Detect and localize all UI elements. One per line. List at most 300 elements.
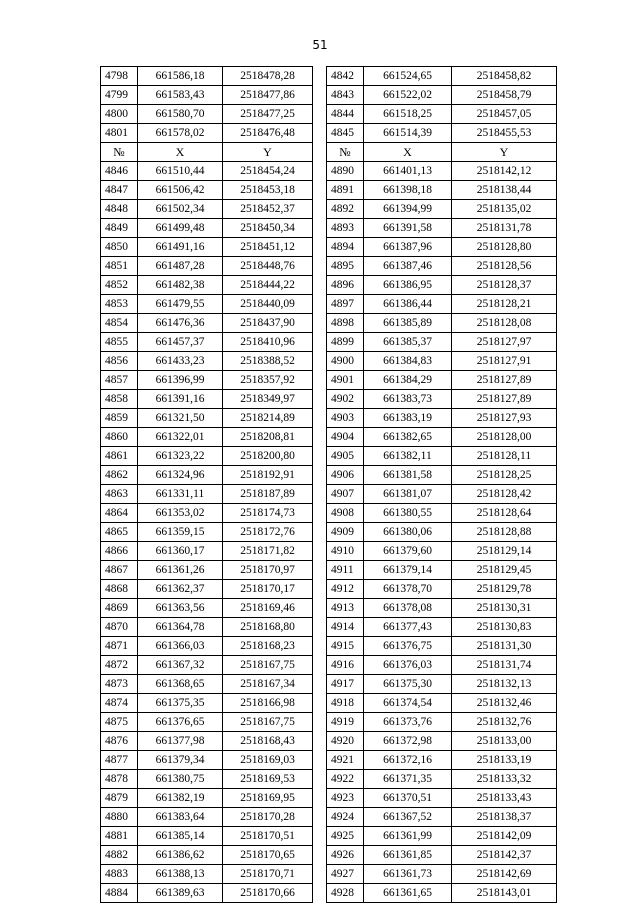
y-coordinate: 2518453,18: [223, 181, 313, 200]
column-gap: [313, 732, 327, 751]
table-row: [101, 599, 557, 618]
x-coordinate: 661373,76: [364, 713, 452, 732]
point-number: 4862: [101, 466, 138, 485]
x-coordinate: 661387,46: [364, 257, 452, 276]
column-gap: [313, 428, 327, 447]
x-coordinate: 661388,13: [138, 865, 223, 884]
x-coordinate: 661379,60: [364, 542, 452, 561]
x-coordinate: 661586,18: [138, 67, 223, 86]
point-number: 4916: [327, 656, 364, 675]
x-coordinate: 661376,03: [364, 656, 452, 675]
y-coordinate: 2518458,82: [452, 67, 557, 86]
x-coordinate: 661385,37: [364, 333, 452, 352]
y-coordinate: 2518127,89: [452, 371, 557, 390]
point-number: 4915: [327, 637, 364, 656]
y-coordinate: 2518132,76: [452, 713, 557, 732]
column-gap: [313, 124, 327, 143]
column-gap: [313, 751, 327, 770]
header-x: X: [138, 143, 223, 162]
table-row: [101, 580, 557, 599]
point-number: 4842: [327, 67, 364, 86]
point-number: 4895: [327, 257, 364, 276]
y-coordinate: 2518130,31: [452, 599, 557, 618]
y-coordinate: 2518142,69: [452, 865, 557, 884]
x-coordinate: 661375,35: [138, 694, 223, 713]
point-number: 4898: [327, 314, 364, 333]
point-number: 4850: [101, 238, 138, 257]
y-coordinate: 2518357,92: [223, 371, 313, 390]
table-row: [101, 105, 557, 124]
x-coordinate: 661361,73: [364, 865, 452, 884]
point-number: 4872: [101, 656, 138, 675]
x-coordinate: 661394,99: [364, 200, 452, 219]
table-row: [101, 124, 557, 143]
point-number: 4801: [101, 124, 138, 143]
table-row: [101, 238, 557, 257]
x-coordinate: 661359,15: [138, 523, 223, 542]
x-coordinate: 661398,18: [364, 181, 452, 200]
y-coordinate: 2518167,75: [223, 656, 313, 675]
x-coordinate: 661360,17: [138, 542, 223, 561]
y-coordinate: 2518129,14: [452, 542, 557, 561]
x-coordinate: 661518,25: [364, 105, 452, 124]
point-number: 4897: [327, 295, 364, 314]
x-coordinate: 661386,62: [138, 846, 223, 865]
y-coordinate: 2518214,89: [223, 409, 313, 428]
y-coordinate: 2518128,21: [452, 295, 557, 314]
x-coordinate: 661379,14: [364, 561, 452, 580]
table-row: [101, 732, 557, 751]
column-gap: [313, 276, 327, 295]
point-number: 4881: [101, 827, 138, 846]
x-coordinate: 661514,39: [364, 124, 452, 143]
point-number: 4893: [327, 219, 364, 238]
x-coordinate: 661386,95: [364, 276, 452, 295]
x-coordinate: 661378,08: [364, 599, 452, 618]
table-row: [101, 618, 557, 637]
y-coordinate: 2518128,64: [452, 504, 557, 523]
x-coordinate: 661380,75: [138, 770, 223, 789]
point-number: 4922: [327, 770, 364, 789]
y-coordinate: 2518349,97: [223, 390, 313, 409]
x-coordinate: 661510,44: [138, 162, 223, 181]
y-coordinate: 2518440,09: [223, 295, 313, 314]
column-gap: [313, 789, 327, 808]
y-coordinate: 2518192,91: [223, 466, 313, 485]
table-row: [101, 542, 557, 561]
point-number: 4874: [101, 694, 138, 713]
column-gap: [313, 67, 327, 86]
header-x: X: [364, 143, 452, 162]
column-gap: [313, 808, 327, 827]
table-row: [101, 561, 557, 580]
column-gap: [313, 162, 327, 181]
y-coordinate: 2518143,01: [452, 884, 557, 903]
point-number: 4913: [327, 599, 364, 618]
x-coordinate: 661323,22: [138, 447, 223, 466]
y-coordinate: 2518135,02: [452, 200, 557, 219]
column-gap: [313, 656, 327, 675]
x-coordinate: 661506,42: [138, 181, 223, 200]
column-gap: [313, 181, 327, 200]
y-coordinate: 2518388,52: [223, 352, 313, 371]
point-number: 4873: [101, 675, 138, 694]
point-number: 4851: [101, 257, 138, 276]
point-number: 4866: [101, 542, 138, 561]
column-gap: [313, 580, 327, 599]
y-coordinate: 2518131,30: [452, 637, 557, 656]
point-number: 4864: [101, 504, 138, 523]
y-coordinate: 2518167,34: [223, 675, 313, 694]
x-coordinate: 661487,28: [138, 257, 223, 276]
x-coordinate: 661383,64: [138, 808, 223, 827]
y-coordinate: 2518187,89: [223, 485, 313, 504]
y-coordinate: 2518128,00: [452, 428, 557, 447]
coordinates-table: [100, 66, 557, 903]
x-coordinate: 661386,44: [364, 295, 452, 314]
column-gap: [313, 352, 327, 371]
point-number: 4903: [327, 409, 364, 428]
y-coordinate: 2518200,80: [223, 447, 313, 466]
y-coordinate: 2518129,78: [452, 580, 557, 599]
x-coordinate: 661361,26: [138, 561, 223, 580]
table-row: [101, 523, 557, 542]
y-coordinate: 2518133,32: [452, 770, 557, 789]
column-gap: [313, 219, 327, 238]
table-row: [101, 276, 557, 295]
y-coordinate: 2518170,17: [223, 580, 313, 599]
point-number: 4867: [101, 561, 138, 580]
x-coordinate: 661361,85: [364, 846, 452, 865]
point-number: 4871: [101, 637, 138, 656]
point-number: 4854: [101, 314, 138, 333]
x-coordinate: 661433,23: [138, 352, 223, 371]
point-number: 4845: [327, 124, 364, 143]
x-coordinate: 661502,34: [138, 200, 223, 219]
column-gap: [313, 390, 327, 409]
column-gap: [313, 86, 327, 105]
column-gap: [313, 637, 327, 656]
column-gap: [313, 827, 327, 846]
y-coordinate: 2518142,12: [452, 162, 557, 181]
y-coordinate: 2518129,45: [452, 561, 557, 580]
x-coordinate: 661482,38: [138, 276, 223, 295]
table-row: [101, 751, 557, 770]
point-number: 4914: [327, 618, 364, 637]
table-row: [101, 656, 557, 675]
table-row: [101, 352, 557, 371]
x-coordinate: 661324,96: [138, 466, 223, 485]
x-coordinate: 661381,58: [364, 466, 452, 485]
x-coordinate: 661522,02: [364, 86, 452, 105]
column-gap: [313, 333, 327, 352]
x-coordinate: 661364,78: [138, 618, 223, 637]
point-number: 4911: [327, 561, 364, 580]
y-coordinate: 2518451,12: [223, 238, 313, 257]
y-coordinate: 2518170,51: [223, 827, 313, 846]
x-coordinate: 661380,55: [364, 504, 452, 523]
column-gap: [313, 618, 327, 637]
y-coordinate: 2518138,44: [452, 181, 557, 200]
x-coordinate: 661391,16: [138, 390, 223, 409]
table-header-row: [101, 143, 557, 162]
x-coordinate: 661389,63: [138, 884, 223, 903]
point-number: 4880: [101, 808, 138, 827]
y-coordinate: 2518127,91: [452, 352, 557, 371]
x-coordinate: 661479,55: [138, 295, 223, 314]
y-coordinate: 2518208,81: [223, 428, 313, 447]
table-row: [101, 333, 557, 352]
y-coordinate: 2518454,24: [223, 162, 313, 181]
point-number: 4902: [327, 390, 364, 409]
x-coordinate: 661391,58: [364, 219, 452, 238]
y-coordinate: 2518133,00: [452, 732, 557, 751]
x-coordinate: 661476,36: [138, 314, 223, 333]
y-coordinate: 2518133,43: [452, 789, 557, 808]
point-number: 4877: [101, 751, 138, 770]
point-number: 4909: [327, 523, 364, 542]
point-number: 4918: [327, 694, 364, 713]
x-coordinate: 661380,06: [364, 523, 452, 542]
x-coordinate: 661367,32: [138, 656, 223, 675]
x-coordinate: 661578,02: [138, 124, 223, 143]
y-coordinate: 2518128,56: [452, 257, 557, 276]
point-number: 4846: [101, 162, 138, 181]
point-number: 4917: [327, 675, 364, 694]
y-coordinate: 2518132,13: [452, 675, 557, 694]
point-number: 4847: [101, 181, 138, 200]
y-coordinate: 2518128,88: [452, 523, 557, 542]
table-row: [101, 371, 557, 390]
x-coordinate: 661361,65: [364, 884, 452, 903]
table-row: [101, 485, 557, 504]
point-number: 4882: [101, 846, 138, 865]
y-coordinate: 2518171,82: [223, 542, 313, 561]
header-y: Y: [452, 143, 557, 162]
x-coordinate: 661376,75: [364, 637, 452, 656]
y-coordinate: 2518130,83: [452, 618, 557, 637]
x-coordinate: 661383,73: [364, 390, 452, 409]
x-coordinate: 661381,07: [364, 485, 452, 504]
x-coordinate: 661361,99: [364, 827, 452, 846]
column-gap: [313, 105, 327, 124]
point-number: 4900: [327, 352, 364, 371]
y-coordinate: 2518458,79: [452, 86, 557, 105]
table-row: [101, 181, 557, 200]
y-coordinate: 2518127,93: [452, 409, 557, 428]
table-row: [101, 447, 557, 466]
x-coordinate: 661375,30: [364, 675, 452, 694]
column-gap: [313, 542, 327, 561]
y-coordinate: 2518133,19: [452, 751, 557, 770]
point-number: 4870: [101, 618, 138, 637]
column-gap: [313, 447, 327, 466]
x-coordinate: 661367,52: [364, 808, 452, 827]
x-coordinate: 661396,99: [138, 371, 223, 390]
x-coordinate: 661387,96: [364, 238, 452, 257]
point-number: 4925: [327, 827, 364, 846]
y-coordinate: 2518169,03: [223, 751, 313, 770]
point-number: 4856: [101, 352, 138, 371]
table-row: [101, 827, 557, 846]
y-coordinate: 2518169,53: [223, 770, 313, 789]
table-row: [101, 770, 557, 789]
x-coordinate: 661583,43: [138, 86, 223, 105]
x-coordinate: 661383,19: [364, 409, 452, 428]
y-coordinate: 2518437,90: [223, 314, 313, 333]
x-coordinate: 661384,29: [364, 371, 452, 390]
x-coordinate: 661362,37: [138, 580, 223, 599]
point-number: 4923: [327, 789, 364, 808]
y-coordinate: 2518128,37: [452, 276, 557, 295]
y-coordinate: 2518142,09: [452, 827, 557, 846]
x-coordinate: 661385,89: [364, 314, 452, 333]
x-coordinate: 661366,03: [138, 637, 223, 656]
header-number: №: [101, 143, 138, 162]
column-gap: [313, 466, 327, 485]
table-row: [101, 865, 557, 884]
point-number: 4798: [101, 67, 138, 86]
column-gap: [313, 143, 327, 162]
y-coordinate: 2518127,89: [452, 390, 557, 409]
x-coordinate: 661379,34: [138, 751, 223, 770]
table-row: [101, 713, 557, 732]
x-coordinate: 661384,83: [364, 352, 452, 371]
point-number: 4855: [101, 333, 138, 352]
column-gap: [313, 314, 327, 333]
column-gap: [313, 371, 327, 390]
point-number: 4868: [101, 580, 138, 599]
point-number: 4912: [327, 580, 364, 599]
x-coordinate: 661499,48: [138, 219, 223, 238]
y-coordinate: 2518170,28: [223, 808, 313, 827]
y-coordinate: 2518128,80: [452, 238, 557, 257]
column-gap: [313, 599, 327, 618]
table-row: [101, 314, 557, 333]
x-coordinate: 661363,56: [138, 599, 223, 618]
column-gap: [313, 485, 327, 504]
y-coordinate: 2518128,11: [452, 447, 557, 466]
table-row: [101, 257, 557, 276]
point-number: 4927: [327, 865, 364, 884]
table-row: [101, 884, 557, 903]
x-coordinate: 661368,65: [138, 675, 223, 694]
column-gap: [313, 504, 327, 523]
y-coordinate: 2518167,75: [223, 713, 313, 732]
point-number: 4905: [327, 447, 364, 466]
column-gap: [313, 713, 327, 732]
y-coordinate: 2518169,46: [223, 599, 313, 618]
x-coordinate: 661377,98: [138, 732, 223, 751]
table-row: [101, 295, 557, 314]
column-gap: [313, 200, 327, 219]
y-coordinate: 2518448,76: [223, 257, 313, 276]
x-coordinate: 661331,11: [138, 485, 223, 504]
y-coordinate: 2518127,97: [452, 333, 557, 352]
point-number: 4861: [101, 447, 138, 466]
point-number: 4860: [101, 428, 138, 447]
point-number: 4884: [101, 884, 138, 903]
column-gap: [313, 295, 327, 314]
table-row: [101, 200, 557, 219]
y-coordinate: 2518476,48: [223, 124, 313, 143]
x-coordinate: 661371,35: [364, 770, 452, 789]
header-number: №: [327, 143, 364, 162]
x-coordinate: 661374,54: [364, 694, 452, 713]
column-gap: [313, 561, 327, 580]
point-number: 4907: [327, 485, 364, 504]
header-y: Y: [223, 143, 313, 162]
y-coordinate: 2518450,34: [223, 219, 313, 238]
table-row: [101, 808, 557, 827]
page-number: 51: [312, 38, 328, 52]
y-coordinate: 2518128,25: [452, 466, 557, 485]
x-coordinate: 661382,65: [364, 428, 452, 447]
x-coordinate: 661457,37: [138, 333, 223, 352]
table-row: [101, 390, 557, 409]
y-coordinate: 2518170,66: [223, 884, 313, 903]
point-number: 4904: [327, 428, 364, 447]
x-coordinate: 661353,02: [138, 504, 223, 523]
x-coordinate: 661382,11: [364, 447, 452, 466]
table-row: [101, 694, 557, 713]
point-number: 4843: [327, 86, 364, 105]
y-coordinate: 2518170,97: [223, 561, 313, 580]
x-coordinate: 661372,98: [364, 732, 452, 751]
y-coordinate: 2518170,65: [223, 846, 313, 865]
column-gap: [313, 238, 327, 257]
column-gap: [313, 409, 327, 428]
point-number: 4857: [101, 371, 138, 390]
y-coordinate: 2518477,25: [223, 105, 313, 124]
table-row: [101, 675, 557, 694]
point-number: 4858: [101, 390, 138, 409]
point-number: 4849: [101, 219, 138, 238]
table-row: [101, 428, 557, 447]
table-body: [101, 67, 557, 903]
x-coordinate: 661401,13: [364, 162, 452, 181]
point-number: 4892: [327, 200, 364, 219]
point-number: 4910: [327, 542, 364, 561]
x-coordinate: 661580,70: [138, 105, 223, 124]
y-coordinate: 2518166,98: [223, 694, 313, 713]
column-gap: [313, 523, 327, 542]
x-coordinate: 661372,16: [364, 751, 452, 770]
y-coordinate: 2518168,23: [223, 637, 313, 656]
point-number: 4924: [327, 808, 364, 827]
table-row: [101, 86, 557, 105]
table-row: [101, 466, 557, 485]
y-coordinate: 2518410,96: [223, 333, 313, 352]
point-number: 4896: [327, 276, 364, 295]
y-coordinate: 2518168,43: [223, 732, 313, 751]
x-coordinate: 661524,65: [364, 67, 452, 86]
x-coordinate: 661321,50: [138, 409, 223, 428]
point-number: 4878: [101, 770, 138, 789]
point-number: 4908: [327, 504, 364, 523]
point-number: 4869: [101, 599, 138, 618]
column-gap: [313, 694, 327, 713]
point-number: 4799: [101, 86, 138, 105]
x-coordinate: 661376,65: [138, 713, 223, 732]
table-row: [101, 504, 557, 523]
point-number: 4883: [101, 865, 138, 884]
y-coordinate: 2518477,86: [223, 86, 313, 105]
y-coordinate: 2518457,05: [452, 105, 557, 124]
y-coordinate: 2518444,22: [223, 276, 313, 295]
point-number: 4899: [327, 333, 364, 352]
column-gap: [313, 884, 327, 903]
